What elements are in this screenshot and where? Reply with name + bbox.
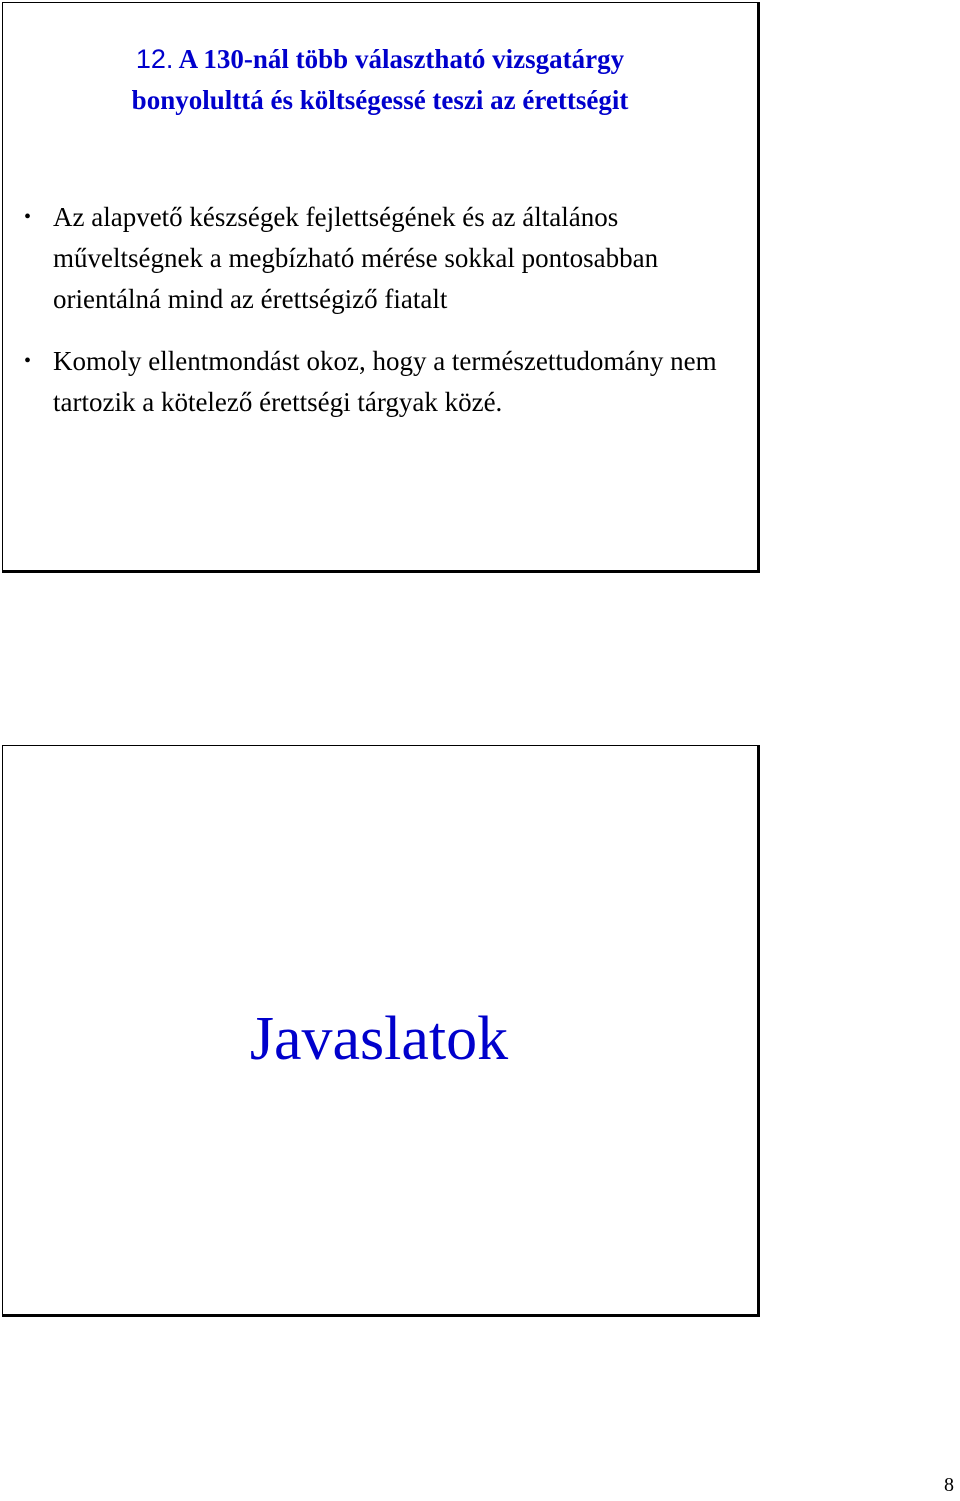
bullet-dot-icon: • bbox=[24, 350, 32, 372]
slide-1-title-number: 12. bbox=[135, 44, 174, 74]
bullet-text: Komoly ellentmondást okoz, hogy a természettudomány nem tartozik a kötelező érettségi tárgyak közé. bbox=[53, 346, 717, 417]
page-number: 8 bbox=[944, 1474, 954, 1496]
bullet-item bbox=[22, 197, 742, 320]
bullet-list bbox=[22, 197, 742, 444]
slide-1-title-line1: A 130-nál több választható vizsgatárgy bbox=[173, 44, 625, 74]
slide-1 bbox=[2, 2, 760, 573]
bullet-item bbox=[22, 341, 742, 423]
bullet-text: Az alapvető készségek fejlettségének és az általános műveltségnek a megbízható mérése sokkal pontosabban orientálná mind az érettségiző fiatalt bbox=[53, 202, 659, 314]
slide-1-title-line2: bonyolulttá és költségessé teszi az érettségit bbox=[131, 85, 629, 115]
slide-2 bbox=[2, 745, 760, 1317]
slide-1-title bbox=[3, 39, 757, 121]
slide-2-title: Javaslatok bbox=[249, 1005, 509, 1073]
bullet-dot-icon: • bbox=[24, 206, 32, 228]
